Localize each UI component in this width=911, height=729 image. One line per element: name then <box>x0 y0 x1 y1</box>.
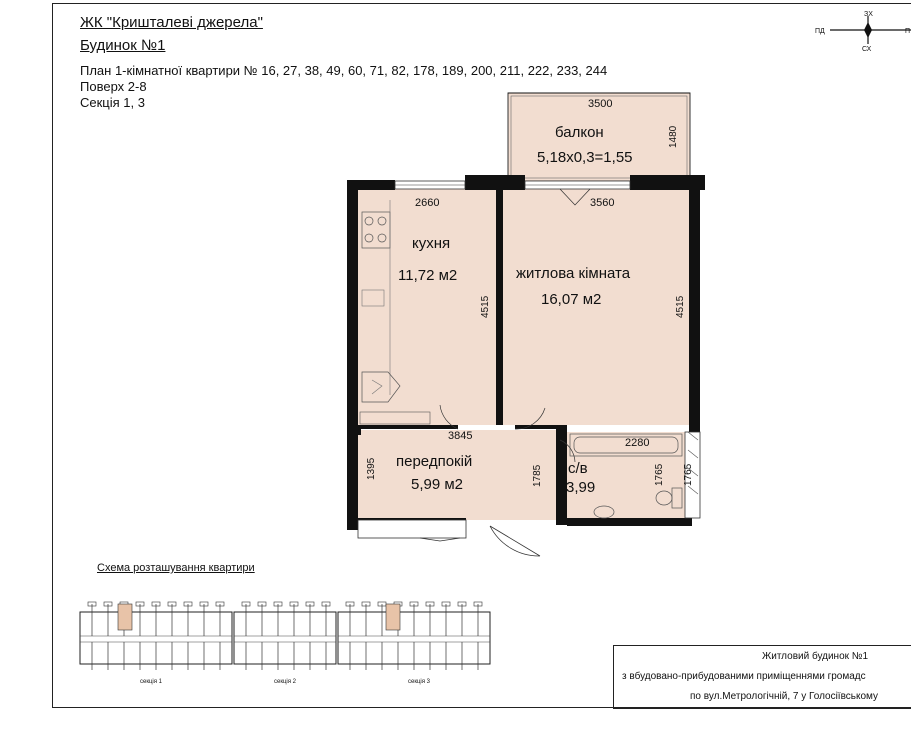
balcony <box>508 93 690 181</box>
scheme-section-2 <box>234 602 336 670</box>
scheme-section-1 <box>80 602 232 670</box>
compass-west: ПД <box>815 28 825 35</box>
title-block <box>613 645 911 709</box>
scheme-section-1-label: секція 1 <box>140 679 162 685</box>
hall-dim-h2: 1785 <box>532 464 543 487</box>
kitchen-name: кухня <box>412 235 451 252</box>
scheme-section-3-label: секція 3 <box>408 679 430 685</box>
title-block-line1: Житловий будинок №1 <box>762 651 869 662</box>
floor-info: Поверх 2-8 <box>80 79 147 94</box>
balcony-dim-h: 1480 <box>668 125 679 148</box>
hall-dim-h: 1395 <box>366 457 377 480</box>
kitchen-dim-w: 2660 <box>415 197 440 209</box>
plan-description: План 1-кімнатної квартири № 16, 27, 38, 49, 60, 71, 82, 178, 189, 200, 211, 222, 233, 244 <box>80 63 608 78</box>
bathroom-area: 3,99 <box>566 479 596 496</box>
location-scheme <box>80 602 490 685</box>
compass-north: ЗХ <box>864 11 873 18</box>
living-name: житлова кімната <box>516 265 631 282</box>
bathroom-dim-h: 1765 <box>683 463 694 486</box>
hall-dim-w: 3845 <box>448 430 473 442</box>
building-title: Будинок №1 <box>80 37 166 54</box>
scheme-section-3 <box>338 602 490 670</box>
title-block-line2: з вбудовано-прибудованими приміщеннями громадс <box>622 671 866 682</box>
balcony-name: балкон <box>555 124 604 141</box>
hall-fill <box>358 430 556 520</box>
bathroom-name: с/в <box>568 460 588 477</box>
entrance-door <box>490 526 540 556</box>
scheme-section-2-label: секція 2 <box>274 679 296 685</box>
title-block-line3: по вул.Метрологічній, 7 у Голосіївському <box>690 691 879 702</box>
bathroom-dim-w: 2280 <box>625 437 650 449</box>
kitchen-fill <box>358 189 496 425</box>
complex-title: ЖК "Кришталеві джерела" <box>80 14 263 31</box>
kitchen-dim-h: 4515 <box>480 295 491 318</box>
bathroom-dim-h2: 1765 <box>654 463 665 486</box>
compass-south: СХ <box>862 46 872 53</box>
living-area: 16,07 м2 <box>541 291 602 308</box>
scheme-title: Схема розташування квартири <box>97 562 255 574</box>
compass-icon <box>815 11 911 53</box>
compass-east: П <box>905 28 911 35</box>
hall-name: передпокій <box>396 453 473 470</box>
hall-area: 5,99 м2 <box>411 476 464 493</box>
kitchen-window <box>395 181 465 189</box>
living-dim-h: 4515 <box>675 295 686 318</box>
balcony-area: 5,18х0,3=1,55 <box>537 149 633 166</box>
living-dim-w: 3560 <box>590 197 615 209</box>
kitchen-area: 11,72 м2 <box>398 267 458 284</box>
balcony-dim-w: 3500 <box>588 98 613 110</box>
section-info: Секція 1, 3 <box>80 95 145 110</box>
